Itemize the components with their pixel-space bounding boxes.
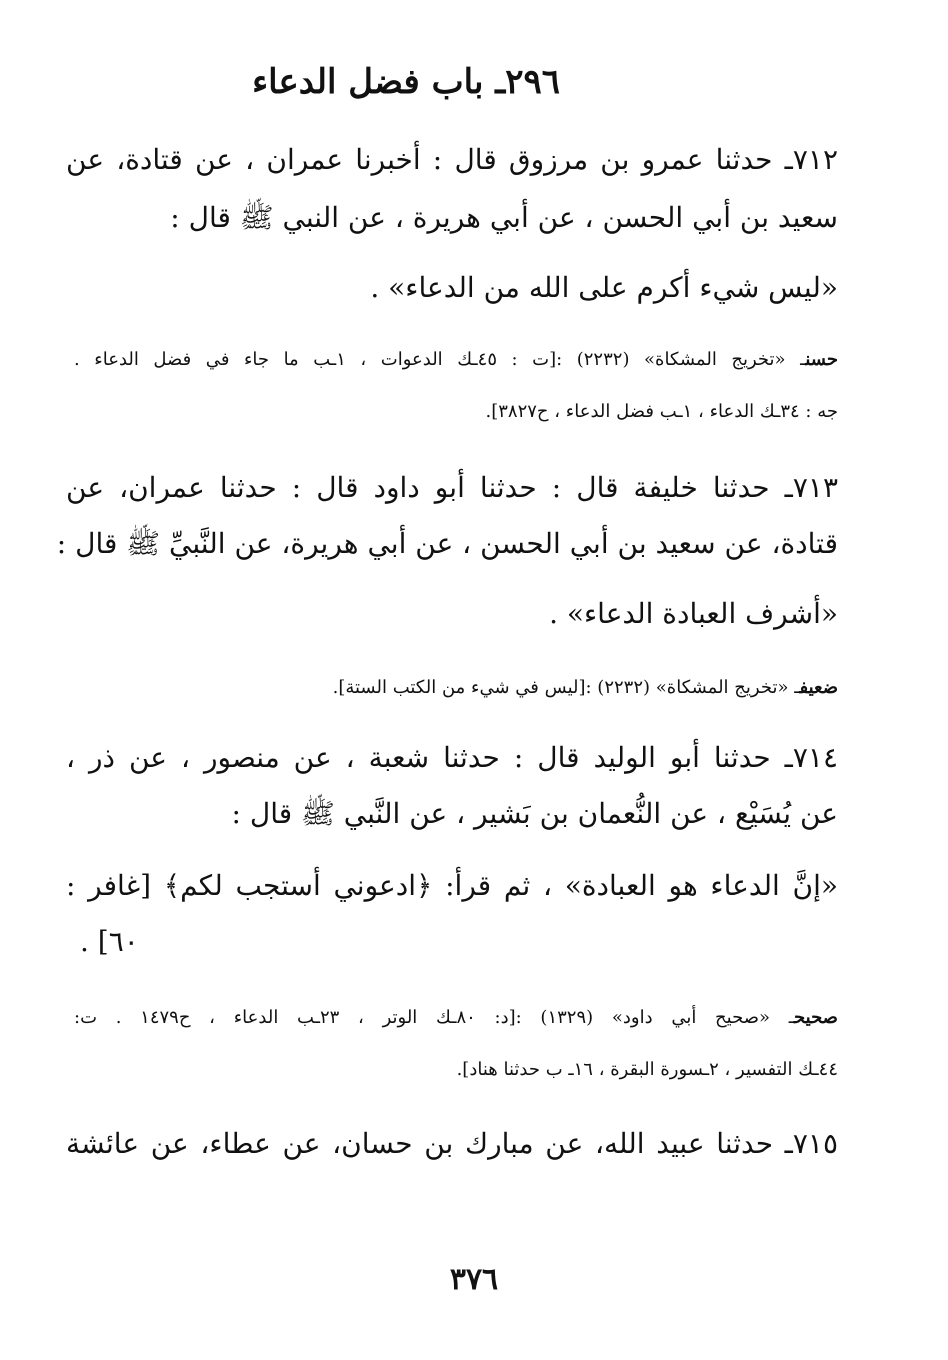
hadith-712-note-2: جه : ٣٤ـك الدعاء ، ١ـب فضل الدعاء ، ح٣٨٢٧]. xyxy=(485,401,838,422)
hadith-714-grade: صحيح xyxy=(794,1007,838,1028)
hadith-714-matn-1: «إنَّ الدعاء هو العبادة» ، ثم قرأ: ﴿ادعوني أستجب لكم﴾ [غافر : xyxy=(66,869,838,902)
hadith-715-line-1: ٧١٥ـ حدثنا عبيد الله، عن مبارك بن حسان، عن عطاء، عن عائشة xyxy=(66,1127,838,1160)
page-number: ٣٧٦ xyxy=(449,1262,499,1297)
hadith-712-note-1 xyxy=(74,346,838,374)
hadith-714-note-2: ٤٤ـك التفسير ، ٢ـسورة البقرة ، ١٦ـ ب حدثنا هناد]. xyxy=(456,1059,838,1080)
hadith-712-line-1: ٧١٢ـ حدثنا عمرو بن مرزوق قال : أخبرنا عمران ، عن قتادة، عن xyxy=(66,143,838,176)
hadith-714-matn-2: ٦٠] . xyxy=(80,925,139,958)
hadith-714-note-1 xyxy=(74,1004,838,1032)
hadith-713-line-1: ٧١٣ـ حدثنا خليفة قال : حدثنا أبو داود قال : حدثنا عمران، عن xyxy=(66,471,838,504)
hadith-714-line-1: ٧١٤ـ حدثنا أبو الوليد قال : حدثنا شعبة ، عن منصور ، عن ذر ، xyxy=(66,741,838,774)
hadith-714-line-2: عن يُسَيْع ، عن النُّعمان بن بَشير ، عن النَّبي ﷺ قال : xyxy=(231,797,838,830)
hadith-712-note-1-text: ـ «تخريج المشكاة» (٢٢٣٢) :[ت : ٤٥ـك الدعوات ، ١ـب ما جاء في فضل الدعاء . xyxy=(74,349,806,370)
hadith-713-line-2: قتادة، عن سعيد بن أبي الحسن ، عن أبي هريرة، عن النَّبيِّ ﷺ قال : xyxy=(56,527,838,560)
hadith-712-line-2: سعيد بن أبي الحسن ، عن أبي هريرة ، عن النبي ﷺ قال : xyxy=(170,201,838,234)
hadith-713-note-1 xyxy=(333,674,838,702)
hadith-713-note-1-text: ـ «تخريج المشكاة» (٢٢٣٢) :[ليس في شيء من الكتب الستة]. xyxy=(332,677,800,698)
hadith-712-matn: «ليس شيء أكرم على الله من الدعاء» . xyxy=(370,271,838,304)
hadith-713-grade: ضعيف xyxy=(799,677,838,698)
hadith-712-grade: حسن xyxy=(805,349,838,370)
hadith-714-note-1-text: ـ «صحيح أبي داود» (١٣٢٩) :[د: ٨٠ـك الوتر ، ٢٣ـب الدعاء ، ح١٤٧٩ . ت: xyxy=(74,1007,795,1028)
hadith-713-matn: «أشرف العبادة الدعاء» . xyxy=(549,597,838,630)
chapter-heading: ٢٩٦ـ باب فضل الدعاء xyxy=(252,62,560,102)
